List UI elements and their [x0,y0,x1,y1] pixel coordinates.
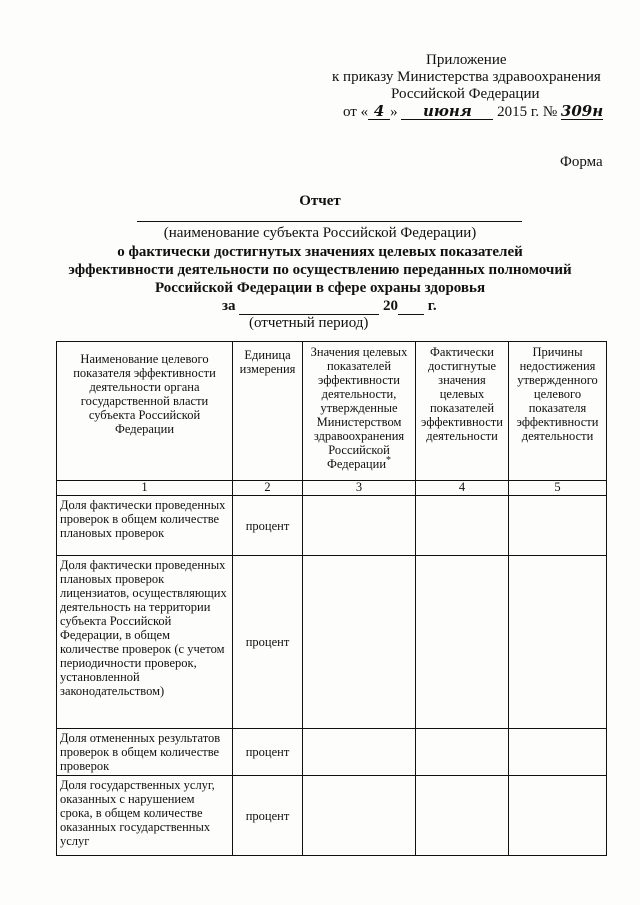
header-actual-values: Фактически достигнутые значения целевых показателей эффективности деятельности [416,342,509,481]
date-prefix: от « [343,104,369,120]
header-indicator-name: Наименование целевого показателя эффективности деятельности органа государственной власти субъекта Российской Федерации [57,342,233,481]
row-1-reason-cell[interactable] [509,496,607,556]
row-1-actual-cell[interactable] [416,496,509,556]
table-row [57,729,607,776]
subtitle-line-2: эффективности деятельности по осуществлению переданных полномочий [68,262,572,278]
col-number-5: 5 [509,481,607,496]
row-2-approved-cell[interactable] [303,556,416,729]
table-row [57,776,607,856]
col-number-2: 2 [233,481,303,496]
period-suffix: г. [427,298,437,314]
table-row [57,556,607,729]
row-3-actual-cell[interactable] [416,729,509,776]
order-number: 309н [560,102,604,120]
row-2-unit: процент [233,556,303,729]
row-1-name: Доля фактически проведенных проверок в общем количестве плановых проверок [57,496,233,556]
col-number-3: 3 [303,481,416,496]
header-reasons: Причины недостижения утвержденного целевого показателя эффективности деятельности [509,342,607,481]
row-4-name: Доля государственных услуг, оказанных с нарушением срока, в общем количестве оказанных государственных услуг [57,776,233,856]
date-year: 2015 г. № [497,104,558,120]
table-row [57,496,607,556]
col-number-4: 4 [416,481,509,496]
period-blank [239,299,379,315]
row-3-approved-cell[interactable] [303,729,416,776]
row-4-unit: процент [233,776,303,856]
col-number-1: 1 [57,481,233,496]
order-reference: к приказу Министерства здравоохранения [332,69,601,85]
period-line [222,298,437,315]
header-approved-values: Значения целевых показателей эффективности деятельности, утвержденные Министерством здравоохранения Российской Федерации* [303,342,416,481]
row-1-approved-cell[interactable] [303,496,416,556]
row-2-name: Доля фактически проведенных плановых проверок лицензиатов, осуществляющих деятельность на территории субъекта Российской Федерации, в общем количестве проверок (с учетом периодичности проверок, установленной законодательством) [57,556,233,729]
row-4-actual-cell[interactable] [416,776,509,856]
row-1-unit: процент [233,496,303,556]
row-2-reason-cell[interactable] [509,556,607,729]
date-day: 4 [368,104,390,120]
table-header-row [57,342,607,481]
row-2-actual-cell[interactable] [416,556,509,729]
report-title: Отчет [299,193,341,209]
row-3-reason-cell[interactable] [509,729,607,776]
form-label: Форма [560,154,603,170]
subject-caption: (наименование субъекта Российской Федерации) [163,225,477,241]
column-number-row [57,481,607,496]
row-4-reason-cell[interactable] [509,776,607,856]
date-month: июня [401,104,493,120]
header-footnote-mark: * [386,454,392,466]
subtitle-line-1: о фактически достигнутых значениях целевых показателей [117,244,523,260]
row-3-unit: процент [233,729,303,776]
order-date-line [343,104,603,121]
period-prefix: за [222,298,236,314]
appendix-label: Приложение [426,52,507,68]
period-year: 20 [383,298,399,314]
federation-label: Российской Федерации [391,86,540,102]
row-3-name: Доля отмененных результатов проверок в общем количестве проверок [57,729,233,776]
period-caption: (отчетный период) [249,315,369,331]
subject-name-line [137,221,522,222]
subtitle-line-3: Российской Федерации в сфере охраны здоровья [154,280,486,296]
row-4-approved-cell[interactable] [303,776,416,856]
date-mid: » [390,104,398,120]
header-unit: Единица измерения [233,342,303,481]
period-year-blank [398,299,424,315]
indicators-table [56,341,607,856]
